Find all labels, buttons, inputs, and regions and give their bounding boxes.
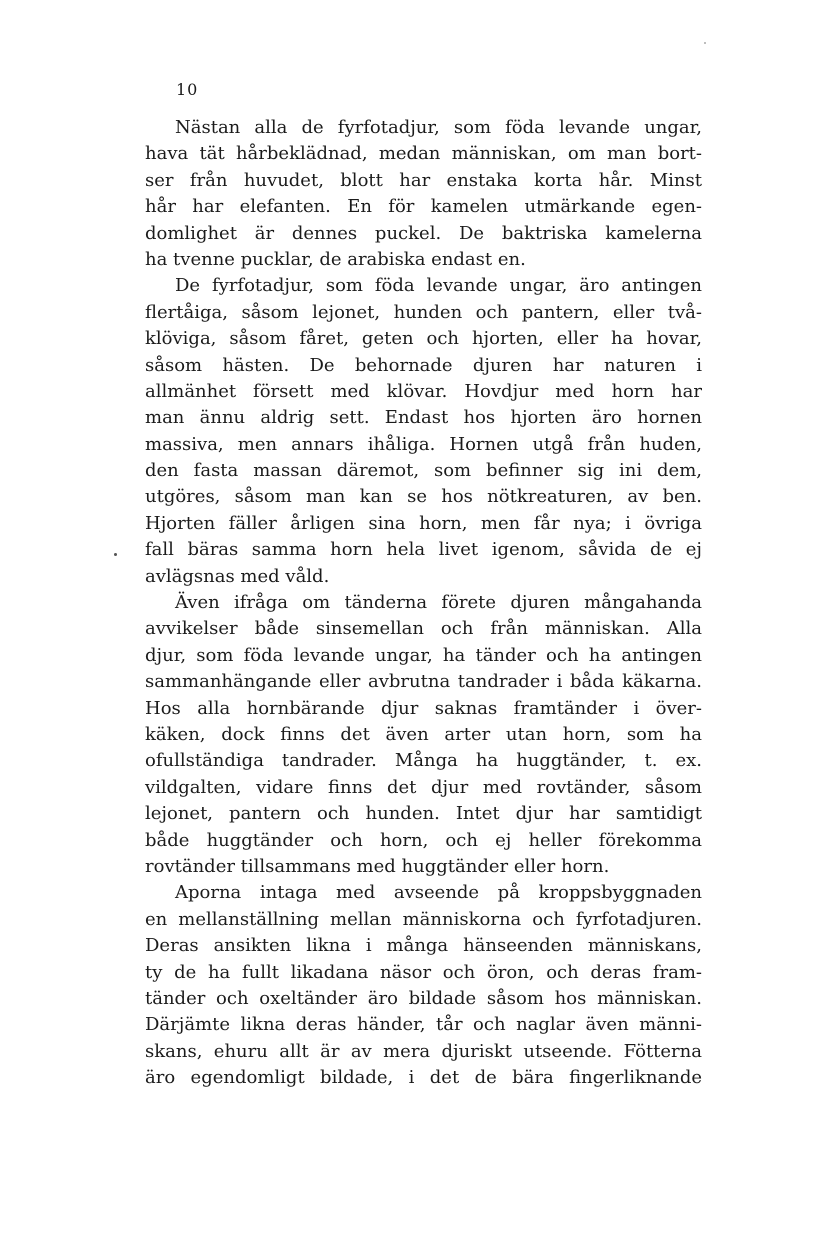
text-line: Hos alla hornbärande djur saknas framtänder i över-	[145, 697, 702, 719]
text-line: vildgalten, vidare finns det djur med rovtänder, såsom	[145, 776, 702, 798]
paper-speck	[704, 42, 706, 44]
paper-speck	[114, 553, 117, 556]
text-line: djur, som föda levande ungar, ha tänder och ha antingen	[145, 644, 702, 666]
text-line: såsom hästen. De behornade djuren har naturen i	[145, 354, 702, 376]
page-number: 10	[176, 80, 199, 99]
text-line: den fasta massan däremot, som befinner sig ini dem,	[145, 460, 702, 482]
text-line: Hjorten fäller årligen sina horn, men får nya; i övriga	[145, 512, 702, 534]
text-line: massiva, men annars ihåliga. Hornen utgå från huden,	[145, 433, 702, 455]
text-line: sammanhängande eller avbrutna tandrader i båda käkarna.	[145, 671, 702, 693]
text-line: Deras ansikten likna i många hänseenden människans,	[145, 935, 702, 957]
text-line: Nästan alla de fyrfotadjur, som föda levande ungar,	[175, 117, 702, 138]
text-line: Även ifråga om tänderna förete djuren mångahanda	[175, 592, 702, 614]
body-text	[145, 115, 702, 1091]
text-line: skans, ehuru allt är av mera djuriskt utseende. Fötterna	[145, 1040, 702, 1062]
text-line: ser från huvudet, blott har enstaka korta hår. Minst	[145, 169, 702, 191]
text-line: en mellanställning mellan människorna och fyrfotadjuren.	[145, 908, 702, 930]
text-line: avvikelser både sinsemellan och från människan. Alla	[145, 618, 702, 640]
text-line: tänder och oxeltänder äro bildade såsom hos människan.	[145, 987, 702, 1009]
text-line: domlighet är dennes puckel. De baktriska kamelerna	[145, 222, 702, 244]
text-line: man ännu aldrig sett. Endast hos hjorten äro hornen	[145, 407, 702, 429]
text-line: hår har elefanten. En för kamelen utmärkande egen-	[145, 196, 702, 218]
text-line: både huggtänder och horn, och ej heller förekomma	[145, 829, 702, 851]
text-line: fall bäras samma horn hela livet igenom, såvida de ej	[145, 539, 702, 561]
text-line: allmänhet försett med klövar. Hovdjur med horn har	[145, 380, 702, 402]
text-line: flertåiga, såsom lejonet, hunden och pantern, eller två-	[145, 301, 702, 323]
text-line: klöviga, såsom fåret, geten och hjorten, eller ha hovar,	[145, 328, 702, 350]
text-line: Därjämte likna deras händer, tår och naglar även männi-	[145, 1014, 702, 1036]
text-line: äro egendomligt bildade, i det de bära fingerliknande	[145, 1067, 702, 1089]
text-line: De fyrfotadjur, som föda levande ungar, äro antingen	[175, 275, 702, 297]
text-line: hava tät hårbeklädnad, medan människan, om man bort-	[145, 143, 702, 165]
text-line: avlägsnas med våld.	[145, 565, 330, 587]
text-line: lejonet, pantern och hunden. Intet djur har samtidigt	[145, 803, 702, 825]
text-line: utgöres, såsom man kan se hos nötkreaturen, av ben.	[145, 486, 702, 508]
text-line: ofullständiga tandrader. Många ha huggtänder, t. ex.	[145, 750, 702, 772]
text-line: Aporna intaga med avseende på kroppsbyggnaden	[175, 882, 702, 904]
text-line: käken, dock finns det även arter utan horn, som ha	[145, 723, 702, 745]
text-line: ty de ha fullt likadana näsor och öron, och deras fram-	[145, 961, 702, 983]
text-line: ha tvenne pucklar, de arabiska endast en.	[145, 248, 526, 270]
text-line: rovtänder tillsammans med huggtänder eller horn.	[145, 855, 610, 877]
